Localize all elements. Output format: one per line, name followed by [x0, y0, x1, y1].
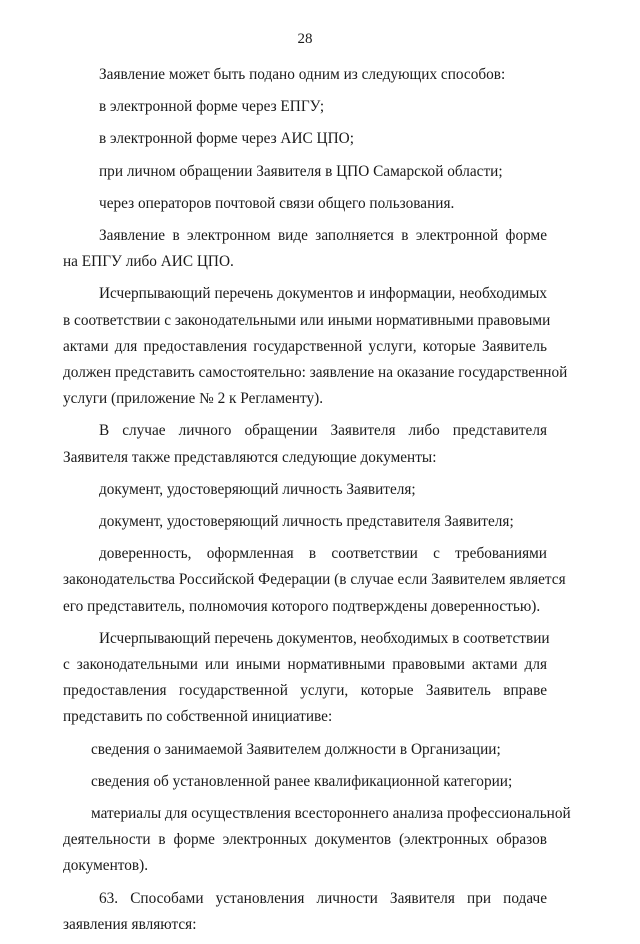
text-line: законодательства Российской Федерации (в случае если Заявителем является — [63, 571, 566, 589]
paragraph — [63, 418, 547, 470]
text-line: на ЕПГУ либо АИС ЦПО. — [63, 253, 234, 271]
text-line: с законодательными или иными нормативными правовыми актами для — [63, 656, 547, 674]
paragraph — [63, 191, 547, 217]
text-line: 63. Способами установления личности Заявителя при подаче — [99, 889, 547, 907]
document-body — [63, 62, 571, 944]
paragraph — [63, 223, 547, 275]
text-line: Заявление в электронном виде заполняется в электронной форме — [99, 227, 547, 245]
text-line: документ, удостоверяющий личность представителя Заявителя; — [99, 513, 514, 531]
paragraph — [63, 626, 550, 731]
text-line: в электронной форме через ЕПГУ; — [99, 98, 325, 116]
text-line: при личном обращении Заявителя в ЦПО Самарской области; — [99, 162, 503, 180]
text-line: деятельности в форме электронных документов (электронных образов — [63, 831, 547, 849]
paragraph — [63, 477, 547, 503]
paragraph — [63, 281, 568, 412]
text-line: сведения о занимаемой Заявителем должности в Организации; — [91, 740, 501, 758]
text-line: Заявление может быть подано одним из следующих способов: — [99, 66, 506, 83]
text-line: Исчерпывающий перечень документов, необходимых в соответствии — [99, 629, 550, 647]
paragraph — [63, 886, 547, 938]
paragraph — [63, 737, 547, 763]
text-line: заявления являются: — [63, 915, 197, 933]
text-line: сведения об установленной ранее квалификационной категории; — [91, 772, 513, 790]
text-line: через операторов почтовой связи общего пользования. — [99, 194, 455, 212]
paragraph — [63, 62, 547, 88]
text-line: актами для предоставления государственной услуги, которые Заявитель — [63, 337, 547, 355]
page-number: 28 — [297, 31, 313, 47]
text-line: услуги (приложение № 2 к Регламенту). — [63, 390, 324, 408]
paragraph — [63, 159, 547, 185]
text-line: его представитель, полномочия которого подтверждены доверенностью). — [63, 597, 541, 615]
paragraph — [63, 801, 571, 880]
text-line: В случае личного обращении Заявителя либо представителя — [99, 422, 547, 440]
paragraph — [63, 94, 547, 120]
paragraph — [63, 769, 547, 795]
text-line: Исчерпывающий перечень документов и информации, необходимых — [99, 285, 547, 303]
paragraph — [63, 509, 547, 535]
text-line: документ, удостоверяющий личность Заявителя; — [99, 480, 416, 498]
text-line: материалы для осуществления всестороннего анализа профессиональной — [91, 805, 571, 823]
text-line: в электронной форме через АИС ЦПО; — [99, 130, 354, 148]
text-line: Заявителя также представляются следующие документы: — [63, 448, 437, 466]
text-line: документов). — [63, 857, 149, 875]
text-line: предоставления государственной услуги, которые Заявитель вправе — [63, 682, 547, 700]
paragraph — [63, 126, 547, 152]
text-line: должен представить самостоятельно: заявление на оказание государственной — [63, 364, 568, 382]
text-line: доверенность, оформленная в соответствии с требованиями — [99, 545, 547, 563]
text-line: представить по собственной инициативе: — [63, 708, 333, 726]
paragraph — [63, 541, 566, 620]
text-line: в соответствии с законодательными или иными нормативными правовыми — [63, 311, 551, 329]
